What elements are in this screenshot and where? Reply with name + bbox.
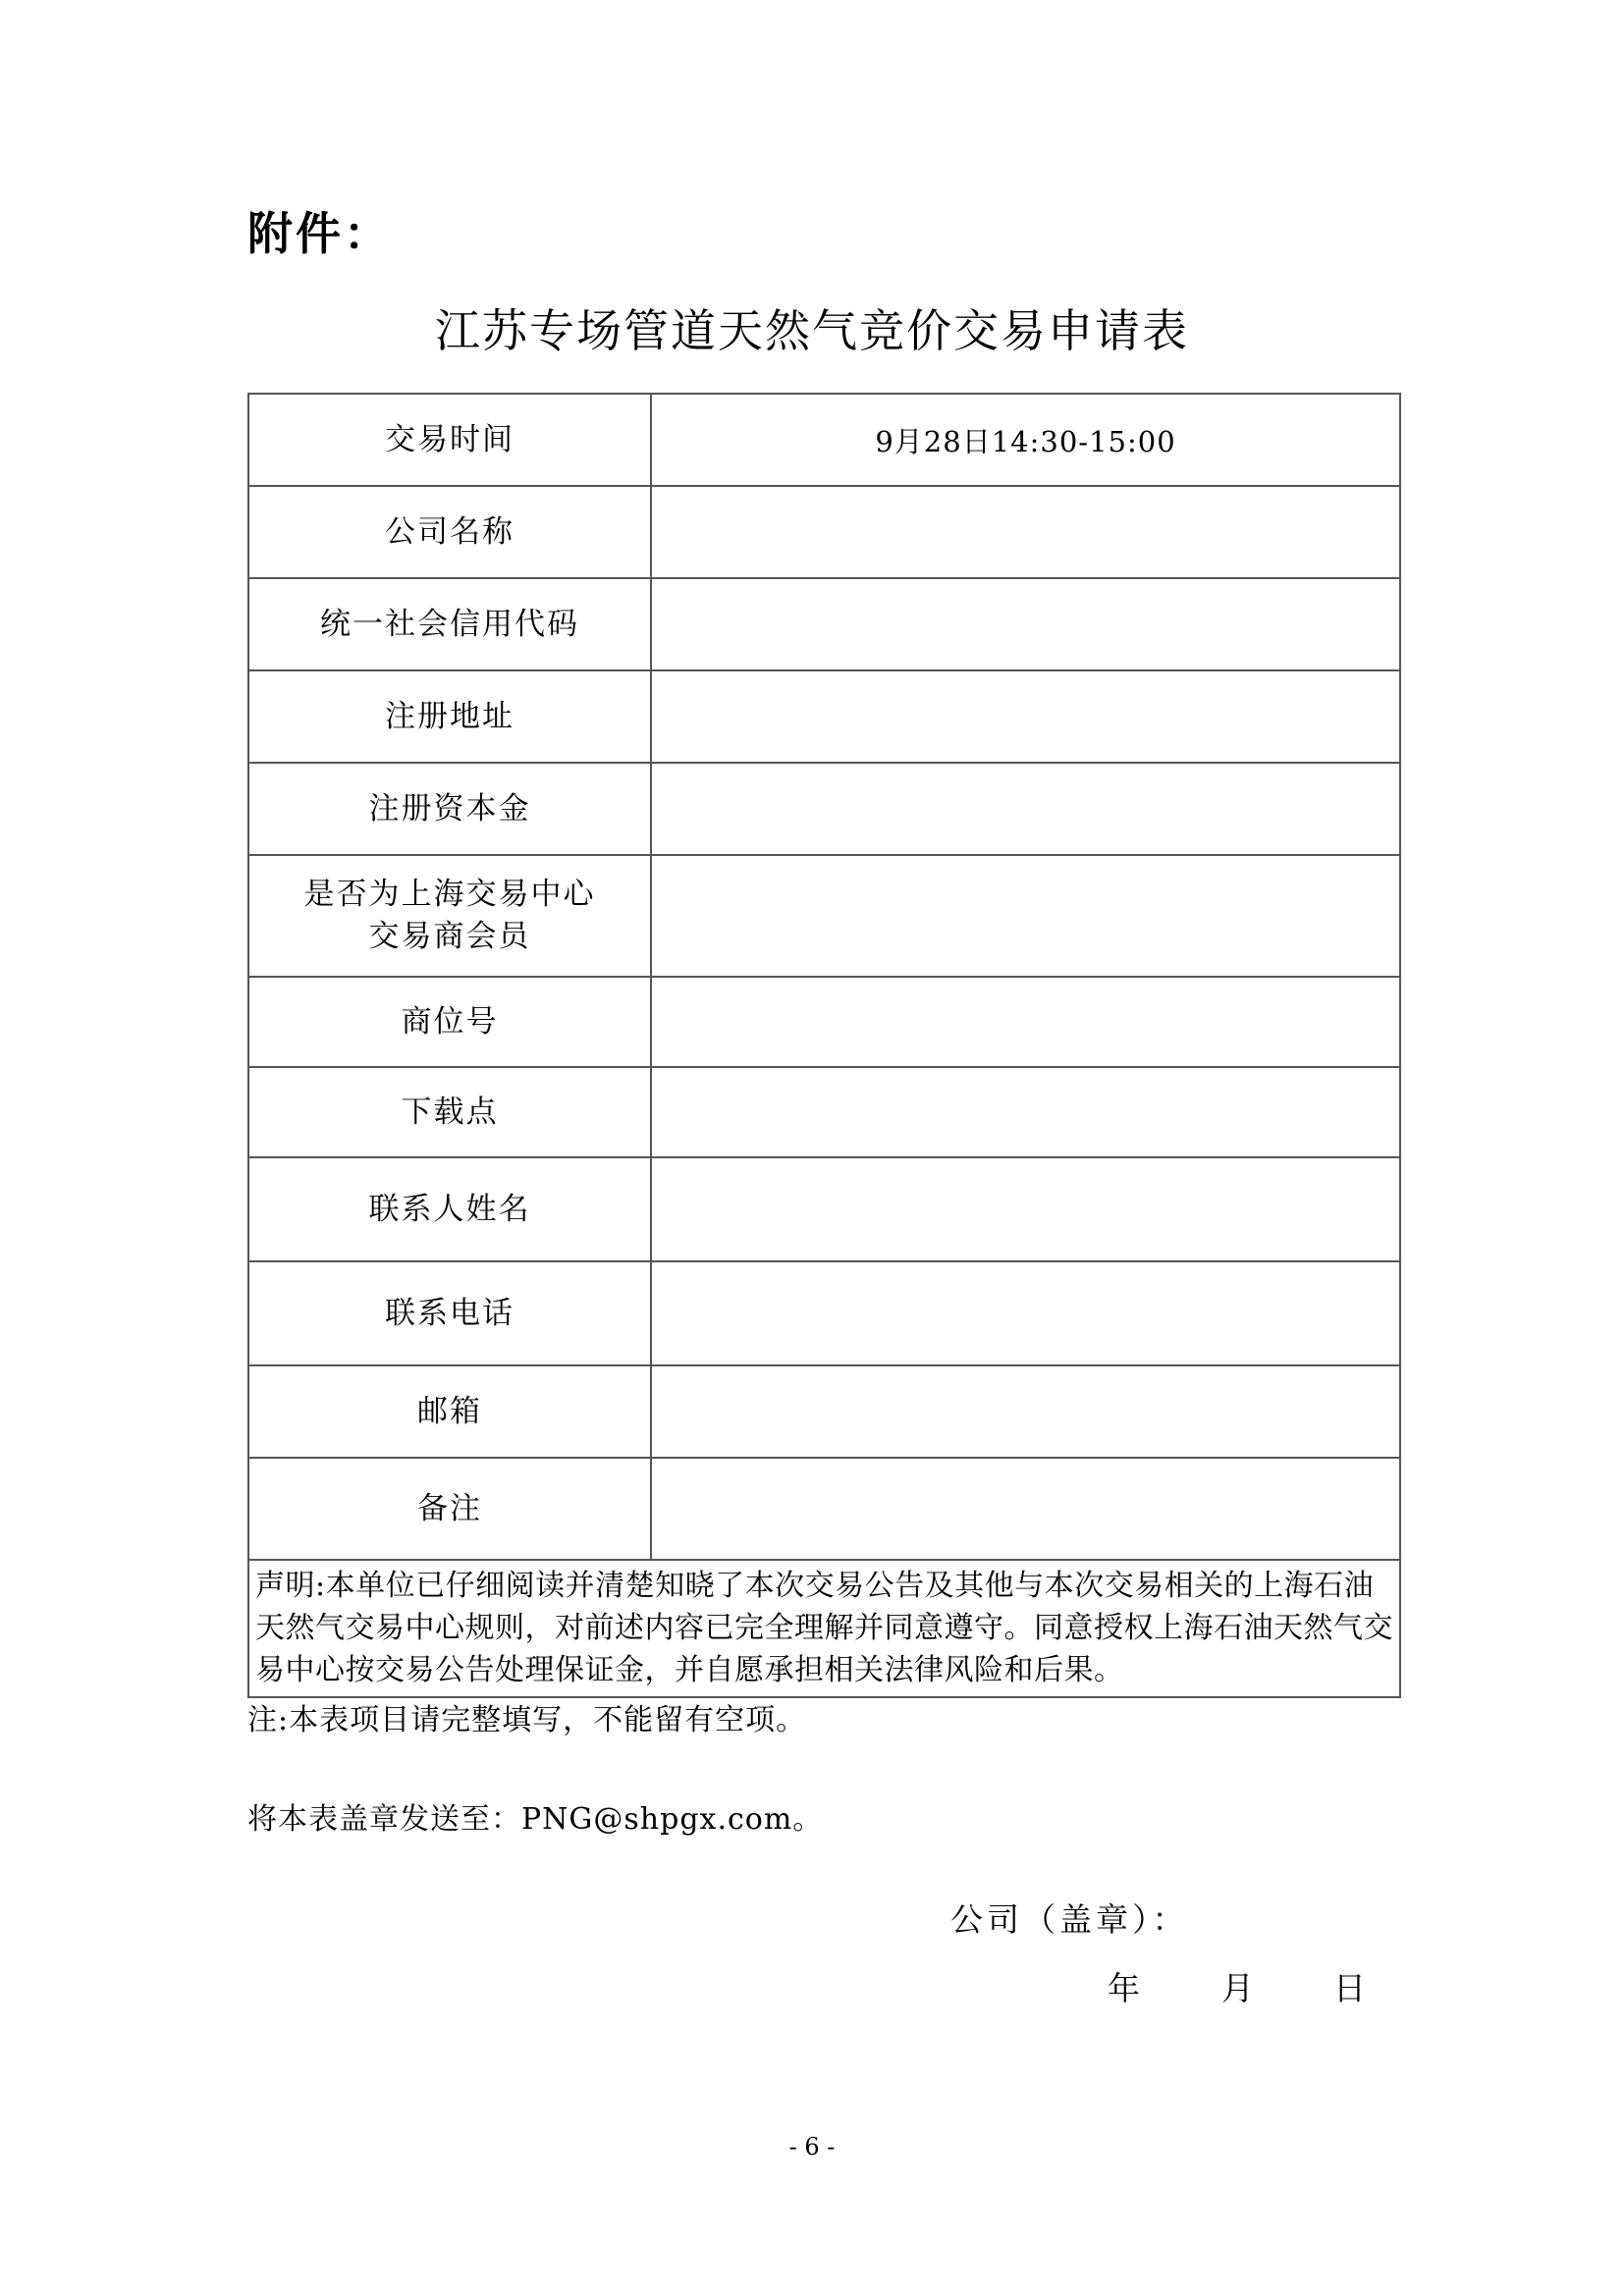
member-status-label-line2: 交易商会员	[368, 919, 531, 954]
remarks-label: 备注	[248, 1458, 651, 1560]
table-row-registered-address	[248, 670, 1400, 763]
table-row-offtake-point	[248, 1067, 1400, 1157]
registered-address-label: 注册地址	[248, 670, 651, 763]
table-row-email	[248, 1365, 1400, 1458]
table-row-seat-number	[248, 977, 1400, 1067]
offtake-point-field[interactable]	[651, 1067, 1400, 1157]
date-month-label: 月	[1221, 1969, 1254, 2007]
member-status-label-line1: 是否为上海交易中心	[303, 877, 596, 912]
table-row-credit-code	[248, 578, 1400, 670]
contact-phone-field[interactable]	[651, 1261, 1400, 1365]
company-name-label: 公司名称	[248, 486, 651, 578]
company-name-field[interactable]	[651, 486, 1400, 578]
form-title: 江苏专场管道天然气竞价交易申请表	[435, 304, 1189, 357]
table-row-company-name	[248, 486, 1400, 578]
page-number: - 6 -	[788, 2133, 836, 2161]
email-label: 邮箱	[248, 1365, 651, 1458]
attachment-label: 附件：	[247, 207, 392, 260]
date-line	[1100, 1966, 1394, 2011]
registered-address-field[interactable]	[651, 670, 1400, 763]
seat-number-field[interactable]	[651, 977, 1400, 1067]
contact-name-field[interactable]	[651, 1157, 1400, 1261]
seat-number-label: 商位号	[248, 977, 651, 1067]
table-row-member-status	[248, 855, 1400, 977]
declaration-text: 声明:本单位已仔细阅读并清楚知晓了本次交易公告及其他与本次交易相关的上海石油天然气交易中心规则，对前述内容已完全理解并同意遵守。同意授权上海石油天然气交易中心按交易公告处理保证金，并自愿承担相关法律风险和后果。	[248, 1560, 1400, 1697]
credit-code-field[interactable]	[651, 578, 1400, 670]
table-row-registered-capital	[248, 763, 1400, 855]
registered-capital-label: 注册资本金	[248, 763, 651, 855]
member-status-label	[248, 855, 651, 977]
contact-name-label: 联系人姓名	[248, 1157, 651, 1261]
fill-note: 注:本表项目请完整填写，不能留有空项。	[247, 1703, 807, 1737]
credit-code-label: 统一社会信用代码	[248, 578, 651, 670]
date-year-label: 年	[1108, 1969, 1140, 2007]
trade-time-value[interactable]: 9月28日14:30-15:00	[651, 394, 1400, 486]
date-day-label: 日	[1333, 1969, 1366, 2007]
table-row-contact-phone	[248, 1261, 1400, 1365]
application-form-table	[247, 393, 1401, 1698]
member-status-field[interactable]	[651, 855, 1400, 977]
registered-capital-field[interactable]	[651, 763, 1400, 855]
trade-time-label: 交易时间	[248, 394, 651, 486]
remarks-field[interactable]	[651, 1458, 1400, 1560]
table-row-declaration	[248, 1560, 1400, 1697]
company-seal-line: 公司（盖章）：	[950, 1900, 1189, 1939]
table-row-contact-name	[248, 1157, 1400, 1261]
table-row-remarks	[248, 1458, 1400, 1560]
contact-phone-label: 联系电话	[248, 1261, 651, 1365]
offtake-point-label: 下载点	[248, 1067, 651, 1157]
table-row-trade-time	[248, 394, 1400, 486]
send-instruction: 将本表盖章发送至：PNG@shpgx.com。	[247, 1802, 824, 1837]
email-field[interactable]	[651, 1365, 1400, 1458]
